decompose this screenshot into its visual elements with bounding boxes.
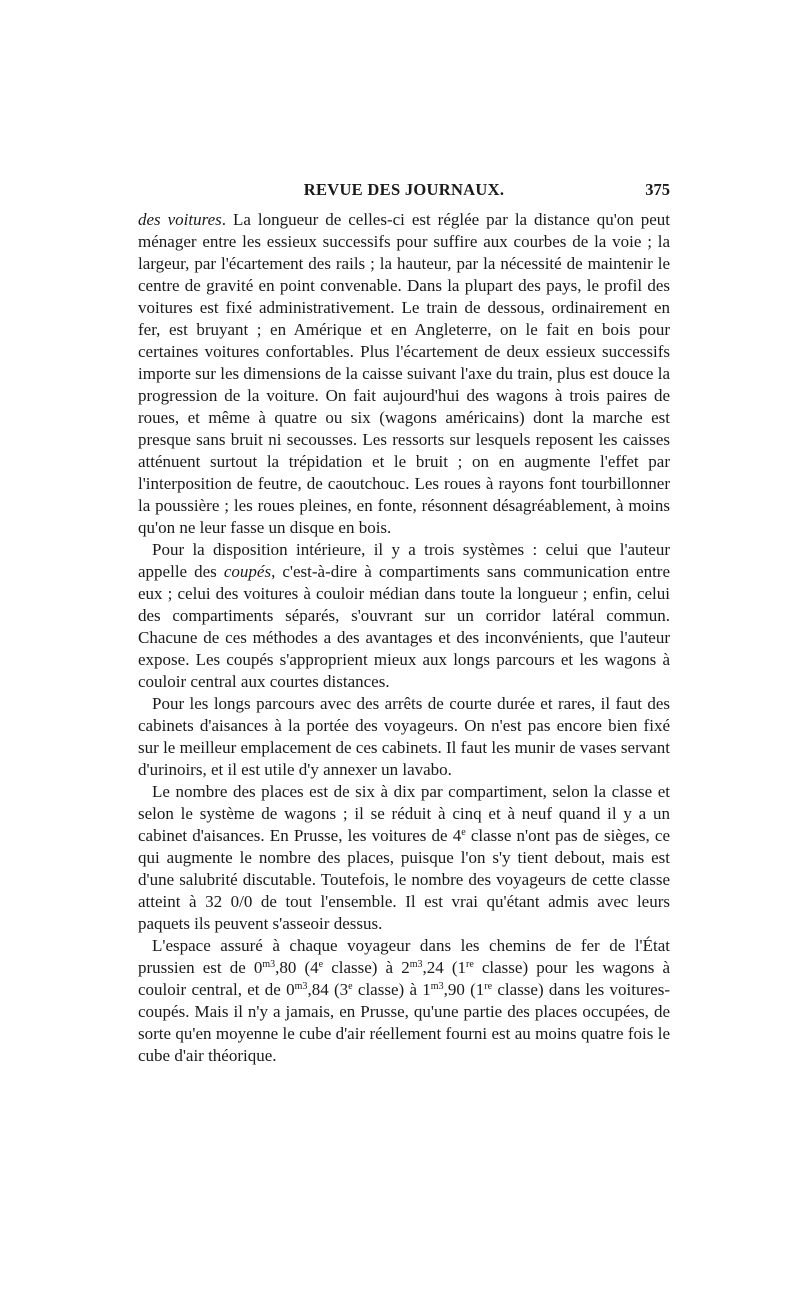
text-run: classe) pour les wagons à couloir central, et de 0 xyxy=(138,958,671,999)
superscript: m3 xyxy=(409,959,423,970)
text-run: classe) à 1 xyxy=(352,980,431,999)
text-run: classe) dans les voitures-coupés. Mais il n'y a jamais, en Prusse, qu'une partie des places occupées, de sorte qu'en moyenne le cube d'air réellement fourni est au moins quatre fois le cube d'air théorique. xyxy=(138,980,670,1065)
text-run: ,24 (1 xyxy=(422,958,466,977)
paragraph xyxy=(138,693,670,781)
paragraph xyxy=(138,781,670,935)
superscript: e xyxy=(348,981,353,992)
text-run: classe) à 2 xyxy=(323,958,410,977)
paragraph xyxy=(138,935,670,1067)
article-body xyxy=(138,209,670,1067)
page-header xyxy=(138,180,670,204)
superscript: e xyxy=(461,827,466,838)
running-title: REVUE DES JOURNAUX. xyxy=(303,180,505,199)
superscript: re xyxy=(466,959,474,970)
text-run: Pour les longs parcours avec des arrêts de courte durée et rares, il faut des cabinets d'aisances à la portée des voyageurs. On n'est pas encore bien fixé sur le meilleur emplacement de ces cabinets. Il faut les munir de vases servant d'urinoirs, et il est utile d'y annexer un lavabo. xyxy=(138,694,670,779)
superscript: m3 xyxy=(262,959,276,970)
italic-text: coupés xyxy=(223,562,272,581)
text-run: . La longueur de celles-ci est réglée par la distance qu'on peut ménager entre les essieux successifs pour suffire aux courbes de la voie ; la largeur, par l'écartement des rails ; la hauteur, par la nécessité de maintenir le centre de gravité en point convenable. Dans la plupart des pays, le profil des voitures est fixé administrativement. Le train de dessous, ordinairement en fer, est bruyant ; en Amérique et en Angleterre, on le fait en bois pour certaines voitures confortables. Plus l'écartement de deux essieux successifs importe sur les dimensions de la caisse suivant l'axe du train, plus est douce la progression de la voiture. On fait aujourd'hui des wagons à trois paires de roues, et même à quatre ou six (wagons américains) dont la marche est presque sans bruit ni secousses. Les ressorts sur lesquels reposent les caisses atténuent surtout la trépidation et le bruit ; on en augmente l'effet par l'interposition de feutre, de caoutchouc. Les roues à rayons font tourbillonner la poussière ; les roues pleines, en fonte, résonnent désagréablement, à moins qu'on ne leur fasse un disque en bois. xyxy=(138,210,670,537)
superscript: re xyxy=(484,981,493,992)
text-run: , c'est-à-dire à compartiments sans communication entre eux ; celui des voitures à couloir médian dans toute la longueur ; enfin, celui des compartiments séparés, s'ouvrant sur un corridor latéral commun. Chacune de ces méthodes a des avantages et des inconvénients, que l'auteur expose. Les coupés s'approprient mieux aux longs parcours et les wagons à couloir central aux courtes distances. xyxy=(138,562,671,691)
superscript: m3 xyxy=(294,981,308,992)
paragraph xyxy=(138,209,670,539)
paragraph xyxy=(138,539,670,693)
text-run: Pour la disposition intérieure, il y a trois systèmes : celui que l'auteur appelle des xyxy=(138,540,670,581)
text-run: ,84 (3 xyxy=(307,980,349,999)
superscript: m3 xyxy=(430,981,444,992)
text-run: ,80 (4 xyxy=(275,958,319,977)
italic-text: des voitures xyxy=(138,210,222,229)
text-run: ,90 (1 xyxy=(443,980,485,999)
text-run: L'espace assuré à chaque voyageur dans les chemins de fer de l'État prussien est de 0 xyxy=(138,936,670,977)
text-run: Le nombre des places est de six à dix par compartiment, selon la classe et selon le système de wagons ; il se réduit à cinq et à neuf quand il y a un cabinet d'aisances. En Prusse, les voitures de 4 xyxy=(138,782,670,845)
text-run: classe n'ont pas de sièges, ce qui augmente le nombre des places, puisque l'on s'y tient debout, mais est d'une salubrité discutable. Toutefois, le nombre des voyageurs de cette classe atteint à 32 0/0 de tout l'ensemble. Il est vrai qu'étant admis avec leurs paquets ils peuvent s'asseoir dessus. xyxy=(138,826,670,933)
page-number: 375 xyxy=(645,180,670,199)
superscript: e xyxy=(318,959,324,970)
